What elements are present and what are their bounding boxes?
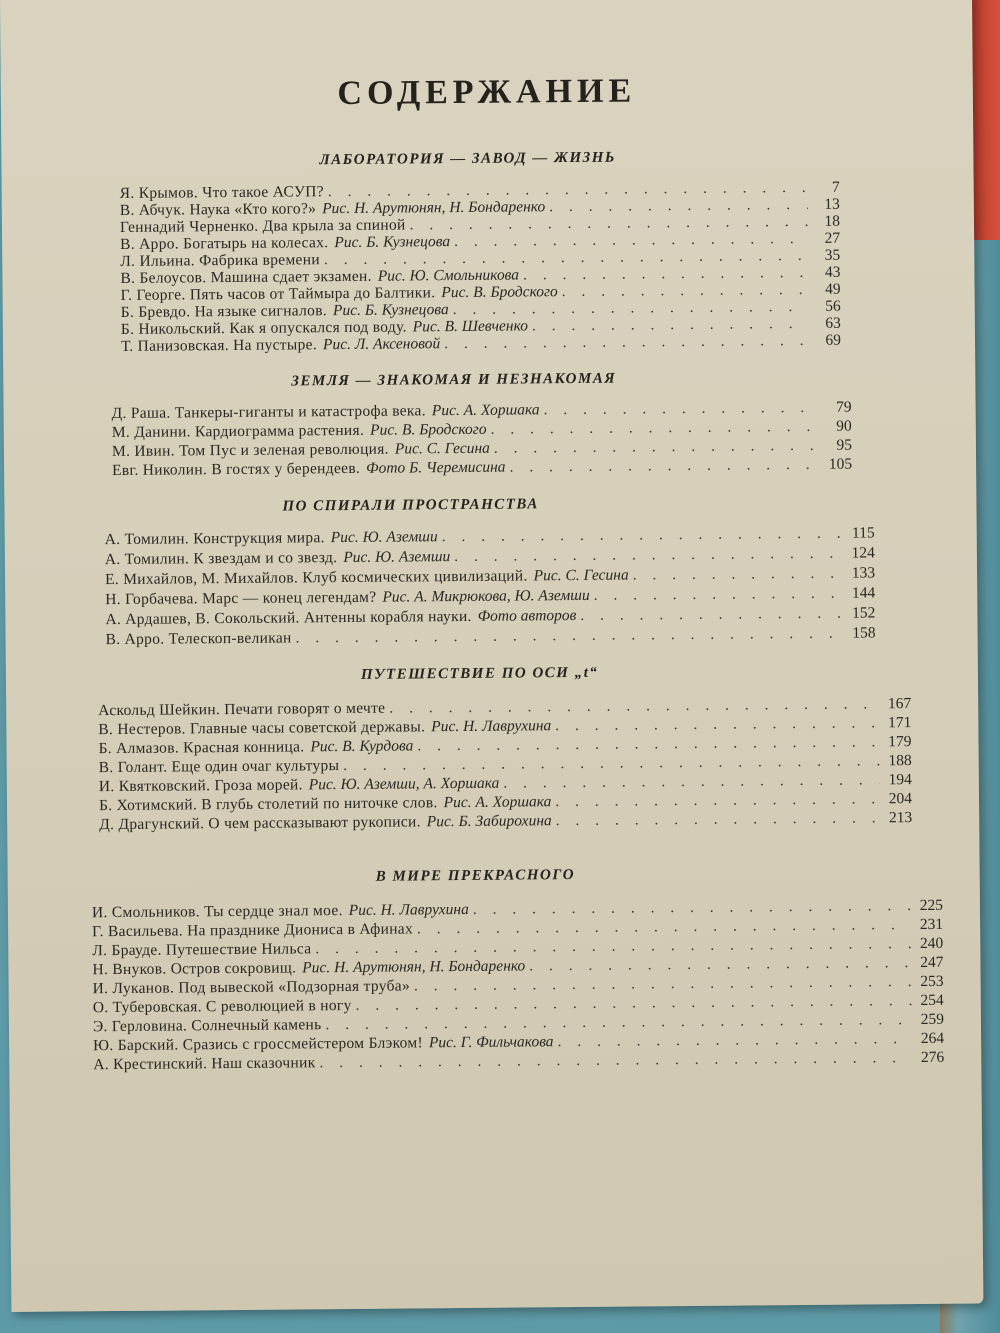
entry-title: Аскольд Шейкин. Печати говорят о мечте bbox=[98, 699, 386, 720]
entry-page-number: 194 bbox=[888, 771, 912, 789]
entry-page-number: 133 bbox=[851, 564, 876, 582]
entry-illustrator: Рис. Н. Лаврухина bbox=[348, 900, 469, 919]
entry-illustrator: Рис. А. Хоршака bbox=[443, 793, 552, 812]
entry-illustrator: Рис. Н. Арутюнян, Н. Бондаренко bbox=[302, 957, 526, 977]
entry-page-number: 188 bbox=[888, 752, 912, 770]
entry-illustrator: Рис. Г. Фильчакова bbox=[428, 1033, 554, 1052]
entry-illustrator: Рис. В. Бродского bbox=[370, 420, 487, 439]
entry-title: А. Томилин. К звездам и со звезд. bbox=[104, 549, 338, 569]
entry-page-number: 264 bbox=[920, 1029, 945, 1048]
entry-title: Д. Драгунский. О чем рассказывают рукописи. bbox=[99, 813, 421, 834]
entry-page-number: 69 bbox=[825, 331, 842, 349]
entry-page-number: 63 bbox=[825, 314, 841, 332]
entry-page-number: 90 bbox=[836, 417, 852, 435]
entry-title: И. Квятковский. Гроза морей. bbox=[98, 776, 303, 796]
entry-title: Т. Панизовская. На пустыре. bbox=[120, 336, 318, 355]
entry-page-number: 27 bbox=[824, 229, 841, 247]
entry-page-number: 7 bbox=[831, 178, 840, 196]
entry-page-number: 152 bbox=[852, 604, 876, 622]
entry-page-number: 105 bbox=[828, 455, 853, 473]
entry-title: В. Нестеров. Главные часы советской державы. bbox=[98, 718, 426, 739]
entry-page-number: 179 bbox=[888, 733, 912, 751]
entry-page-number: 259 bbox=[920, 1010, 945, 1029]
section-heading: ЗЕМЛЯ — ЗНАКОМАЯ И НЕЗНАКОМАЯ bbox=[291, 370, 617, 390]
entry-title: Э. Герловина. Солнечный камень bbox=[92, 1016, 322, 1036]
entry-title: Евг. Николин. В гостях у берендеев. bbox=[112, 459, 361, 480]
entry-illustrator: Рис. Б. Кузнецова bbox=[334, 233, 451, 252]
entry-page-number: 171 bbox=[888, 714, 912, 732]
section-heading: ПО СПИРАЛИ ПРОСТРАНСТВА bbox=[282, 496, 539, 515]
entry-illustrator: Рис. Ю. Смольникова bbox=[377, 266, 520, 285]
entry-title: Л. Ильина. Фабрика времени bbox=[120, 251, 320, 270]
dot-leader bbox=[444, 331, 809, 354]
entry-illustrator: Рис. А. Хоршака bbox=[431, 401, 540, 420]
entry-illustrator: Рис. Б. Забирохина bbox=[426, 812, 552, 831]
entry-title: М. Данини. Кардиограмма растения. bbox=[111, 421, 365, 442]
entry-title: Б. Никольский. Как я опускался под воду. bbox=[120, 318, 407, 338]
entry-title: Геннадий Черненко. Два крыла за спиной bbox=[119, 216, 406, 236]
entry-title: В. Абчук. Наука «Кто кого?» bbox=[119, 200, 317, 219]
entry-page-number: 225 bbox=[919, 896, 944, 915]
entry-title: Б. Хотимский. В глубь столетий по ниточке слов. bbox=[98, 794, 438, 815]
entry-page-number: 276 bbox=[920, 1048, 945, 1067]
entry-illustrator: Рис. Б. Кузнецова bbox=[332, 301, 449, 320]
entry-page-number: 231 bbox=[919, 915, 944, 934]
entry-title: А. Томилин. Конструкция мира. bbox=[104, 529, 325, 549]
entry-illustrator: Рис. В. Шевченко bbox=[412, 317, 529, 336]
entry-page-number: 247 bbox=[920, 953, 944, 972]
entry-illustrator: Фото авторов bbox=[477, 606, 577, 625]
dot-leader bbox=[580, 604, 843, 626]
entry-illustrator: Рис. С. Гесина bbox=[394, 439, 490, 458]
entry-illustrator: Фото Б. Черемисина bbox=[366, 458, 506, 477]
entry-title: Ю. Барский. Сразись с гроссмейстером Блэком! bbox=[93, 1034, 423, 1055]
entry-title: В. Арро. Телескоп-великан bbox=[105, 629, 292, 649]
entry-title: А. Крестинский. Наш сказочник bbox=[93, 1054, 316, 1074]
entry-title: Я. Крымов. Что такое АСУП? bbox=[119, 183, 324, 202]
entry-title: Л. Брауде. Путешествие Нильса bbox=[92, 940, 312, 960]
section-heading: В МИРЕ ПРЕКРАСНОГО bbox=[375, 867, 576, 885]
entry-page-number: 167 bbox=[887, 695, 912, 713]
entry-page-number: 95 bbox=[836, 436, 852, 454]
dot-leader bbox=[556, 808, 881, 831]
entry-page-number: 115 bbox=[851, 524, 875, 542]
section-heading: ПУТЕШЕСТВИЕ ПО ОСИ „t“ bbox=[360, 664, 599, 683]
entry-title: И. Луканов. Под вывеской «Подзорная труба» bbox=[92, 977, 411, 998]
dot-leader bbox=[633, 564, 844, 586]
entry-page-number: 13 bbox=[824, 195, 840, 213]
entry-title: Г. Васильева. На празднике Диониса в Афинах bbox=[92, 920, 414, 941]
entry-page-number: 79 bbox=[836, 398, 852, 416]
entry-title: О. Туберовская. С революцией в ногу bbox=[92, 996, 352, 1017]
entry-illustrator: Рис. Н. Арутюнян, Н. Бондаренко bbox=[322, 198, 546, 218]
entry-title: Е. Михайлов, М. Михайлов. Клуб космических цивилизаций. bbox=[104, 567, 528, 589]
entry-page-number: 56 bbox=[825, 297, 841, 315]
entry-illustrator: Рис. Н. Лаврухина bbox=[431, 717, 552, 736]
entry-page-number: 144 bbox=[851, 584, 876, 602]
entry-title: В. Белоусов. Машина сдает экзамен. bbox=[120, 267, 372, 287]
entry-page-number: 18 bbox=[824, 212, 841, 230]
entry-illustrator: Рис. В. Курдова bbox=[310, 737, 414, 756]
entry-illustrator: Рис. С. Гесина bbox=[533, 566, 629, 585]
entry-page-number: 35 bbox=[824, 246, 841, 264]
entry-title: И. Смольников. Ты сердце знал мое. bbox=[91, 902, 343, 922]
section-heading: ЛАБОРАТОРИЯ — ЗАВОД — ЖИЗНЬ bbox=[319, 149, 616, 169]
entry-title: Г. Георге. Пять часов от Таймыра до Балтики. bbox=[120, 284, 436, 304]
entry-page-number: 158 bbox=[852, 624, 876, 642]
entry-title: Д. Раша. Танкеры-гиганты и катастрофа века. bbox=[111, 402, 426, 423]
dot-leader bbox=[319, 1048, 912, 1073]
entry-title: В. Арро. Богатырь на колесах. bbox=[120, 234, 329, 253]
page-title: СОДЕРЖАНИЕ bbox=[337, 72, 637, 113]
entry-illustrator: Рис. Ю. Аземши bbox=[343, 548, 451, 567]
dot-leader bbox=[295, 624, 843, 649]
entry-page-number: 43 bbox=[824, 263, 841, 281]
entry-page-number: 213 bbox=[888, 809, 913, 827]
entry-title: В. Голант. Еще один очаг культуры bbox=[98, 757, 340, 777]
entry-title: Н. Горбачева. Марс — конец легендам? bbox=[105, 588, 377, 609]
entry-title: А. Ардашев, В. Сокольский. Антенны корабля науки. bbox=[105, 607, 472, 629]
entry-page-number: 204 bbox=[888, 790, 913, 808]
entry-page-number: 253 bbox=[920, 972, 944, 991]
entry-illustrator: Рис. А. Микрюкова, Ю. Аземши bbox=[382, 586, 590, 606]
entry-title: Б. Бревдо. На языке сигналов. bbox=[120, 302, 328, 321]
entry-title: Б. Алмазов. Красная конница. bbox=[98, 738, 305, 758]
entry-title: М. Ивин. Том Пус и зеленая революция. bbox=[111, 440, 389, 461]
entry-illustrator: Рис. Ю. Аземши, А. Хоршака bbox=[308, 774, 500, 794]
entry-page-number: 254 bbox=[920, 991, 944, 1010]
entry-page-number: 49 bbox=[824, 280, 841, 298]
entry-illustrator: Рис. В. Бродского bbox=[441, 283, 558, 302]
entry-title: Н. Внуков. Остров сокровищ. bbox=[92, 959, 297, 979]
entry-illustrator: Рис. Ю. Аземши bbox=[330, 528, 438, 547]
entry-illustrator: Рис. Л. Аксеновой bbox=[322, 335, 441, 354]
entry-page-number: 240 bbox=[919, 934, 944, 953]
dot-leader bbox=[509, 455, 820, 478]
dot-leader bbox=[594, 584, 844, 606]
entry-page-number: 124 bbox=[851, 544, 875, 562]
